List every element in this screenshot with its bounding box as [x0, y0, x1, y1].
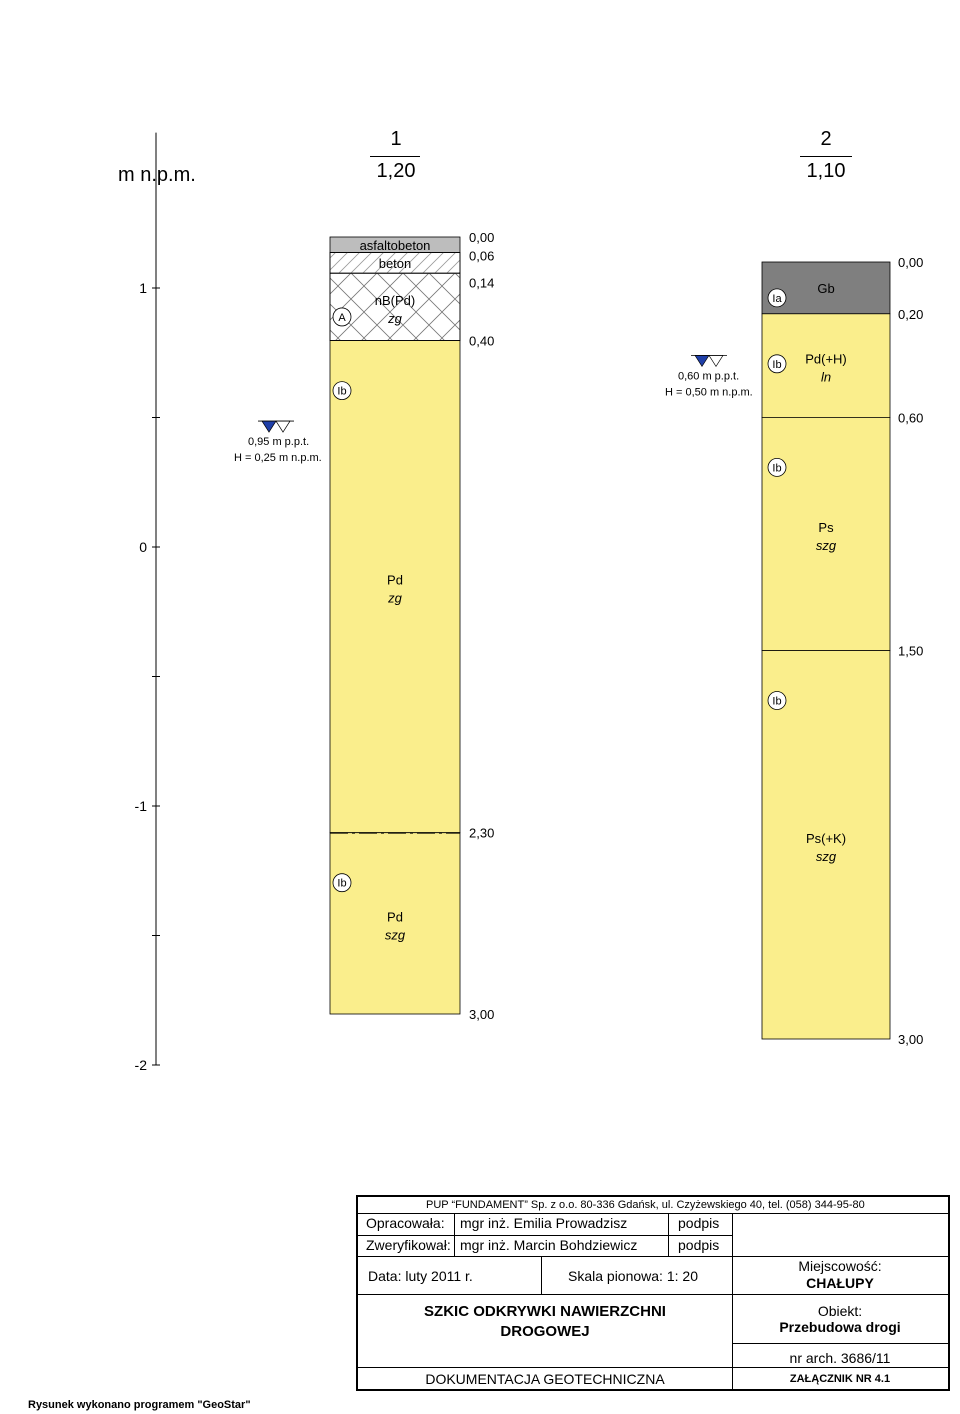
group-label: Ib: [772, 358, 782, 371]
layer-desc: ln: [820, 369, 832, 385]
layer-name: Pd: [387, 909, 403, 925]
object-value: Przebudowa drogi: [779, 1319, 901, 1335]
attachment-number: ZAŁĄCZNIK NR 4.1: [789, 1373, 891, 1385]
borehole-2-elevation: 1,10: [806, 160, 846, 182]
elevation-scale: [135, 133, 160, 1073]
prepared-name: mgr inż. Emilia Prowadzisz: [460, 1215, 628, 1231]
company-line: PUP “FUNDAMENT” Sp. z o.o. 80-336 Gdańsk, ul. Czyżewskiego 40, tel. (058) 344-95-80: [426, 1199, 865, 1211]
water-table-icon: [262, 421, 276, 432]
layer-desc: szg: [384, 927, 406, 943]
depth-label: 0,14: [469, 275, 495, 291]
depth-label: 2,30: [469, 825, 495, 841]
borehole-1-log: [234, 230, 494, 1022]
borehole-2-log: [665, 255, 923, 1047]
document-type: DOKUMENTACJA GEOTECHNICZNA: [425, 1371, 665, 1387]
layer-name: asfaltobeton: [359, 237, 431, 253]
borehole-1-number: 1: [390, 128, 402, 150]
scale-tick-label: -1: [134, 798, 147, 814]
layer-name: Pd(+H): [805, 351, 847, 367]
group-label: Ia: [772, 292, 782, 305]
layer-name: Ps(+K): [805, 830, 847, 846]
water-table-icon-outline: [276, 421, 290, 432]
group-label: Ib: [337, 385, 347, 398]
scale-tick-label: 0: [139, 539, 147, 555]
depth-label: 3,00: [469, 1007, 495, 1022]
date-text: Data: luty 2011 r.: [368, 1268, 473, 1284]
verified-sign: podpis: [678, 1237, 720, 1253]
borehole-2-number: 2: [820, 128, 832, 150]
group-label: Ib: [772, 462, 782, 475]
drawing-title-line-1: SZKIC ODKRYWKI NAWIERZCHNI: [424, 1303, 666, 1320]
layer-desc: zg: [388, 310, 402, 326]
archive-number: nr arch. 3686/11: [789, 1350, 891, 1366]
borehole-1-elevation: 1,20: [376, 160, 416, 182]
group-label: A: [338, 311, 346, 324]
location-label: Miejscowość:: [798, 1258, 882, 1274]
layer-name: beton: [378, 255, 412, 271]
verified-name: mgr inż. Marcin Bohdziewicz: [460, 1237, 638, 1253]
group-label: Ib: [337, 877, 347, 890]
layer-name: nB(Pd): [374, 292, 416, 308]
scale-text: Skala pionowa: 1: 20: [568, 1268, 698, 1284]
layer-desc: zg: [388, 590, 402, 606]
scale-tick-label: 1: [139, 280, 147, 296]
layer-name: Ps: [818, 519, 834, 535]
depth-label: 0,40: [469, 333, 495, 349]
elevation-unit-label: m n.p.m.: [118, 164, 196, 186]
water-head-text: H = 0,25 m n.p.m.: [234, 452, 322, 465]
water-depth-text: 0,60 m p.p.t.: [678, 370, 740, 383]
group-label: Ib: [772, 695, 782, 708]
depth-label: 1,50: [898, 643, 924, 659]
depth-label: 0,06: [469, 248, 495, 264]
depth-label: 3,00: [898, 1032, 924, 1047]
object-label: Obiekt:: [817, 1303, 863, 1319]
layer-name: Gb: [817, 280, 835, 296]
water-table-icon-outline: [709, 355, 723, 366]
water-depth-text: 0,95 m p.p.t.: [248, 436, 310, 449]
water-head-text: H = 0,50 m n.p.m.: [665, 386, 753, 399]
prepared-label: Opracowała:: [366, 1215, 445, 1231]
depth-label: 0,60: [898, 410, 924, 426]
layer-name: Pd: [387, 572, 403, 588]
footer-note: Rysunek wykonano programem "GeoStar": [28, 1399, 251, 1411]
drawing-title-line-2: DROGOWEJ: [500, 1323, 590, 1340]
depth-label: 0,00: [469, 230, 495, 245]
layer-desc: szg: [815, 537, 837, 553]
prepared-sign: podpis: [678, 1215, 720, 1231]
depth-label: 0,20: [898, 306, 924, 322]
water-table-icon: [695, 355, 709, 366]
depth-label: 0,00: [898, 255, 924, 270]
scale-tick-label: -2: [134, 1057, 147, 1073]
title-block: [356, 1195, 950, 1391]
location-value: CHAŁUPY: [806, 1275, 874, 1291]
verified-label: Zweryfikował:: [366, 1237, 451, 1253]
layer-desc: szg: [815, 848, 837, 864]
